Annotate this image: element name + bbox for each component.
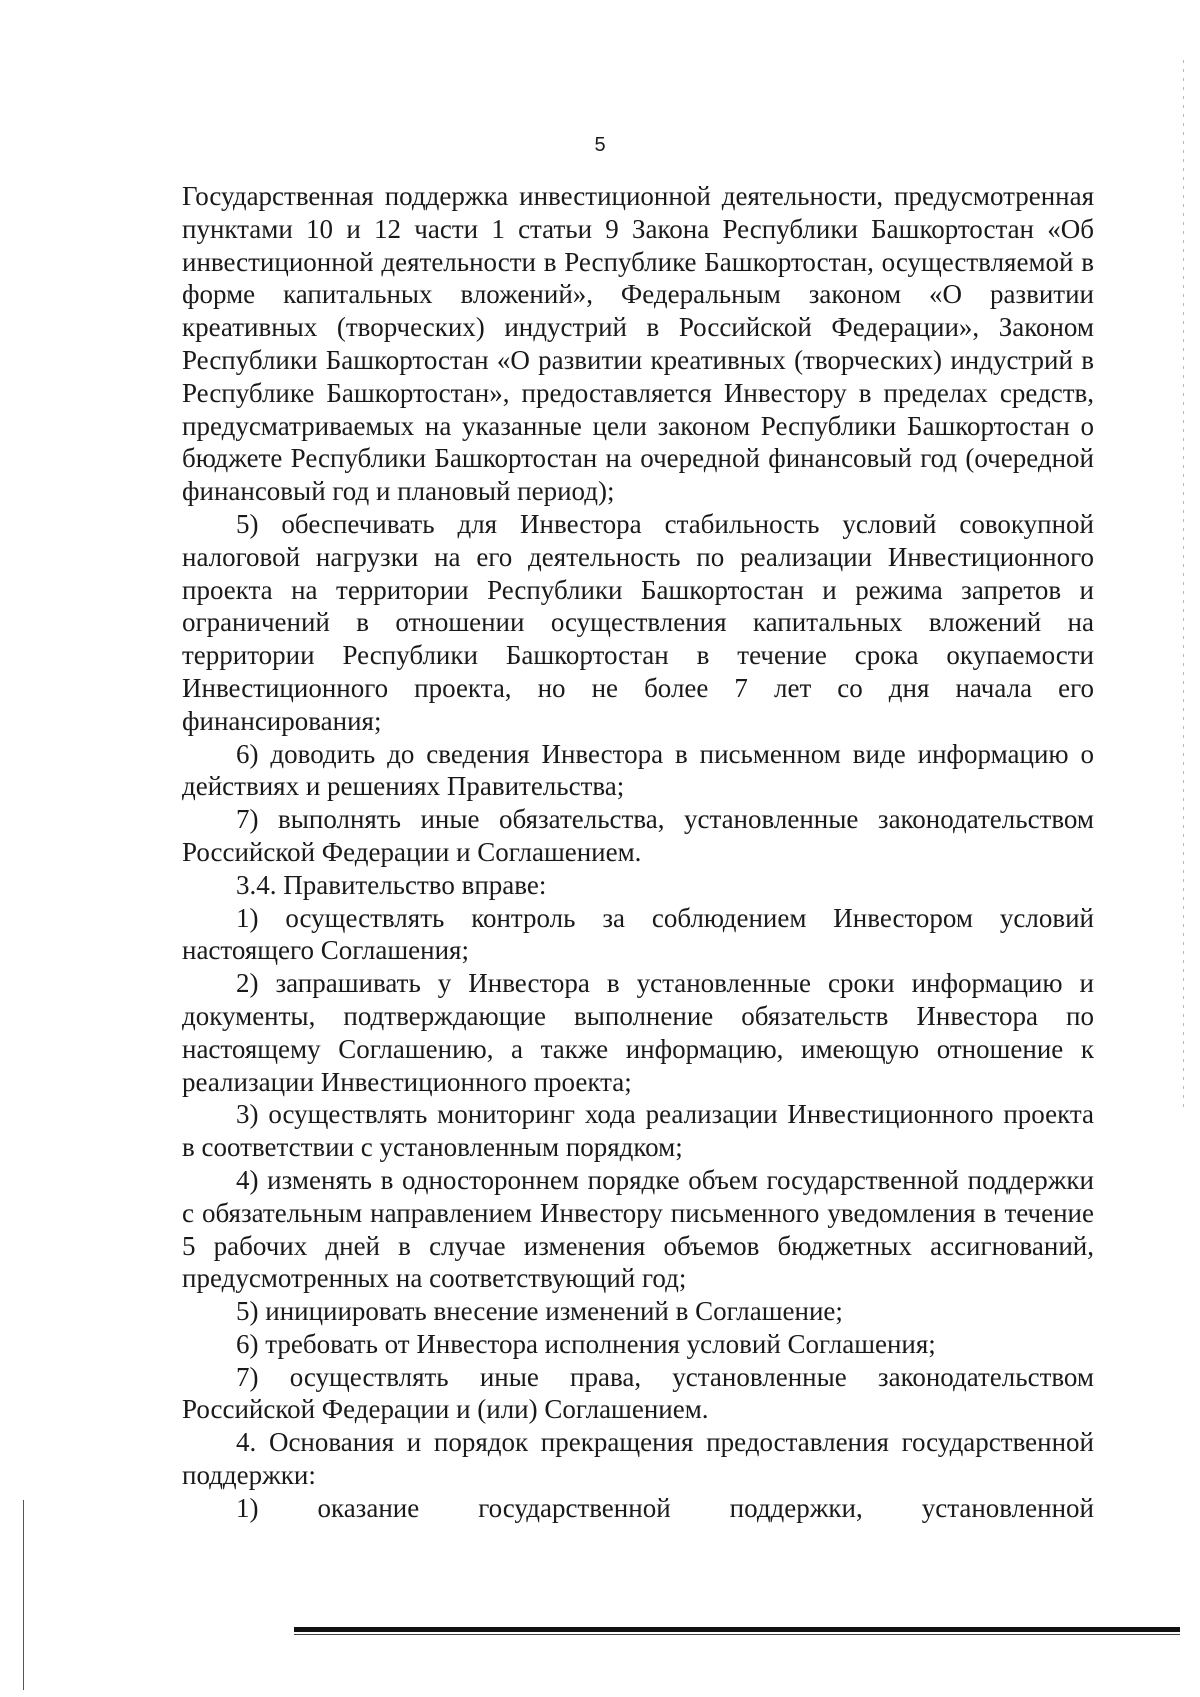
paragraph-right-3-monitoring: 3) осуществлять мониторинг хода реализации Инвестиционного проекта в соответствии с установленным порядком;: [182, 1099, 1094, 1163]
section-heading-3-4: 3.4. Правительство вправе:: [236, 869, 547, 900]
section-heading-4: 4. Основания и порядок прекращения предоставления государственной поддержки:: [182, 1427, 1094, 1491]
paragraph-right-4-change-volume: 4) изменять в одностороннем порядке объем государственной поддержки с обязательным направлением Инвестору письменного уведомления в течение 5 рабочих дней в случае изменения объемов бюджетных ассигнований, предусмотренных на соответствующий год;: [182, 1164, 1094, 1294]
footer-rule-thin: [294, 1634, 1180, 1635]
scan-edge-left: [23, 1500, 24, 1690]
paragraph-right-1-control: 1) осуществлять контроль за соблюдением Инвестором условий настоящего Соглашения;: [182, 902, 1094, 966]
footer-rule: [294, 1627, 1180, 1632]
paragraph-right-7-other: 7) осуществлять иные права, установленные законодательством Российской Федерации и (или) Соглашением.: [182, 1361, 1094, 1425]
paragraph-right-5-initiate: 5) инициировать внесение изменений в Соглашение;: [236, 1296, 843, 1327]
paragraph-item-5-stability: 5) обеспечивать для Инвестора стабильность условий совокупной налоговой нагрузки на его деятельность по реализации Инвестиционного проекта на территории Республики Башкортостан и режима запретов и ограничений в отношении осуществления капитальных вложений на территории Республики Башкортостан в течение срока окупаемости Инвестиционного проекта, но не более 7 лет со дня начала его финансирования;: [182, 508, 1094, 736]
paragraph-item-6-inform: 6) доводить до сведения Инвестора в письменном виде информацию о действиях и решениях Правительства;: [182, 738, 1094, 802]
paragraph-right-2-request: 2) запрашивать у Инвестора в установленные сроки информацию и документы, подтверждающие выполнение обязательств Инвестора по настоящему Соглашению, а также информацию, имеющую отношение к реализации Инвестиционного проекта;: [182, 968, 1094, 1097]
paragraph-state-support: Государственная поддержка инвестиционной деятельности, предусмотренная пунктами 10 и 12 части 1 статьи 9 Закона Республики Башкортостан «Об инвестиционной деятельности в Республике Башкортостан, осуществляемой в форме капитальных вложений», Федеральным законом «О развитии креативных (творческих) индустрий в Российской Федерации», Законом Республики Башкортостан «О развитии креативных (творческих) индустрий в Республике Башкортостан», предоставляется Инвестору в пределах средств, предусматриваемых на указанные цели законом Республики Башкортостан о бюджете Республики Башкортостан на очередной финансовый год (очередной финансовый год и плановый период);: [182, 181, 1094, 507]
page-number: 5: [594, 134, 606, 156]
paragraph-termination-1: 1) оказание государственной поддержки, установленной: [236, 1492, 1094, 1523]
paragraph-item-7-obligations: 7) выполнять иные обязательства, установленные законодательством Российской Федерации и Соглашением.: [182, 804, 1094, 867]
document-body: [182, 180, 1094, 1525]
paragraph-right-6-demand: 6) требовать от Инвестора исполнения условий Соглашения;: [236, 1328, 936, 1359]
scan-edge-right: [1183, 60, 1184, 1110]
